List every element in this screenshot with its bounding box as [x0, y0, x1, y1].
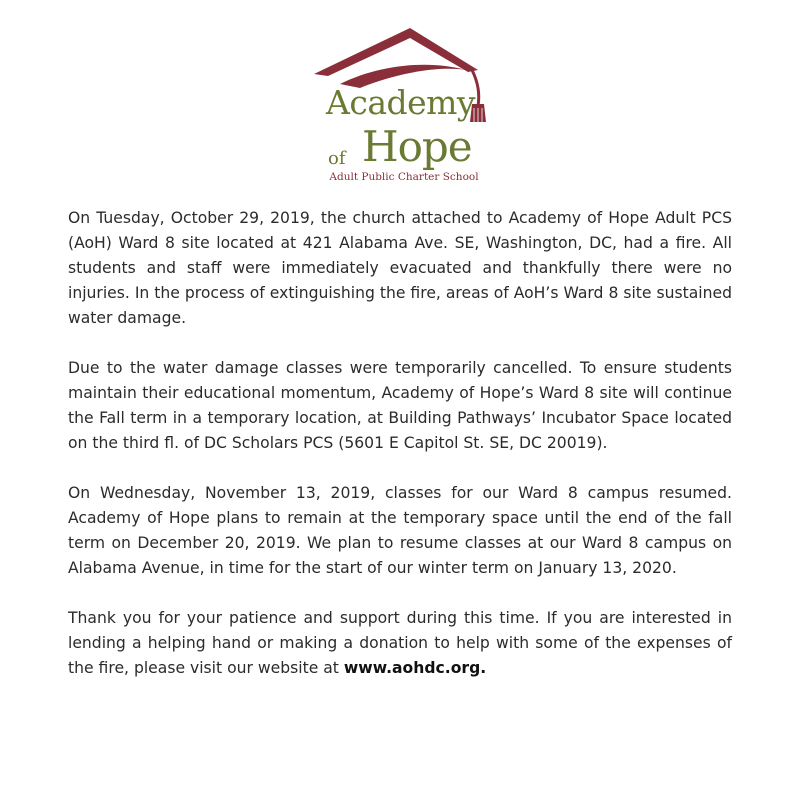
- paragraph-closing: [68, 606, 732, 681]
- paragraph-resumption: On Wednesday, November 13, 2019, classes for our Ward 8 campus resumed. Academy of Hope plans to remain at the temporary space until the end of the fall term on December 20, 2019. We plan to resume classes at our Ward 8 campus on Alabama Avenue, in time for the start of our winter term on January 13, 2020.: [68, 484, 732, 577]
- closing-text: Thank you for your patience and support during this time. If you are interested in lending a helping hand or making a donation to help with some of the expenses of the fire, please visit our website at: [68, 609, 732, 677]
- paragraph-relocation: Due to the water damage classes were temporarily cancelled. To ensure students maintain their educational momentum, Academy of Hope’s Ward 8 site will continue the Fall term in a temporary location, at Building Pathways’ Incubator Space located on the third fl. of DC Scholars PCS (5601 E Capitol St. SE, DC 20019).: [68, 359, 732, 452]
- logo: [300, 22, 500, 192]
- announcement-body: [68, 206, 732, 681]
- logo-hope-text: Hope: [362, 122, 472, 171]
- logo-of-text: of: [328, 148, 346, 169]
- paragraph-fire: On Tuesday, October 29, 2019, the church attached to Academy of Hope Adult PCS (AoH) Ward 8 site located at 421 Alabama Ave. SE, Washington, DC, had a fire. All students and staff were immediately evacuated and thankfully there were no injuries. In the process of extinguishing the fire, areas of AoH’s Ward 8 site sustained water damage.: [68, 209, 732, 327]
- logo-subtitle: Adult Public Charter School: [329, 171, 479, 183]
- logo-academy-text: Academy: [326, 83, 476, 122]
- website-link[interactable]: www.aohdc.org.: [343, 659, 487, 677]
